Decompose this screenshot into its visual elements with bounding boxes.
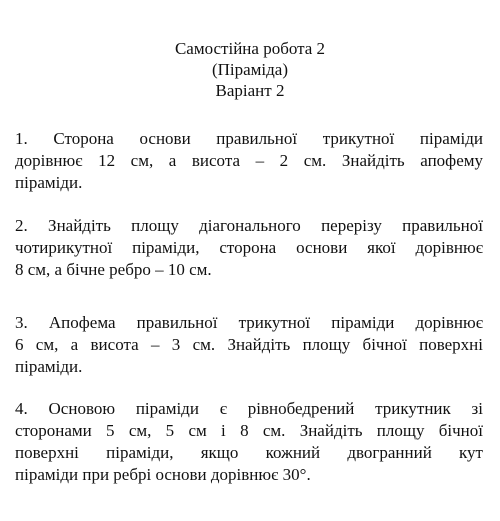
document-variant: Варіант 2 [215,81,285,100]
task-3 [15,312,483,378]
task-2-line-3: 8 см, а бічне ребро – 10 см. [15,260,212,279]
task-2-line-2: чотирикутної піраміди, сторона основи якої дорівнює [15,238,483,257]
task-4-line-4: піраміди при ребрі основи дорівнює 30°. [15,465,311,484]
task-3-line-3: піраміди. [15,357,83,376]
task-4-line-2: сторонами 5 см, 5 см і 8 см. Знайдіть площу бічної [15,421,483,440]
task-3-line-1: 3. Апофема правильної трикутної піраміди дорівнює [15,313,483,332]
task-1-line-3: піраміди. [15,173,83,192]
task-4-line-1: 4. Основою піраміди є рівнобедрений трикутник зі [15,399,483,418]
task-4-line-3: поверхні піраміди, якщо кожний двогранний кут [15,443,483,462]
task-2 [15,215,483,281]
task-1 [15,128,483,194]
task-1-line-2: дорівнює 12 см, а висота – 2 см. Знайдіть апофему [15,151,483,170]
task-2-line-1: 2. Знайдіть площу діагонального перерізу правильної [15,216,483,235]
document-title: Самостійна робота 2 [174,39,326,58]
document-subtitle: (Піраміда) [211,60,289,79]
task-1-line-1: 1. Сторона основи правильної трикутної піраміди [15,129,483,148]
task-4 [15,398,483,486]
document-header [0,38,500,101]
task-3-line-2: 6 см, а висота – 3 см. Знайдіть площу бічної поверхні [15,335,483,354]
